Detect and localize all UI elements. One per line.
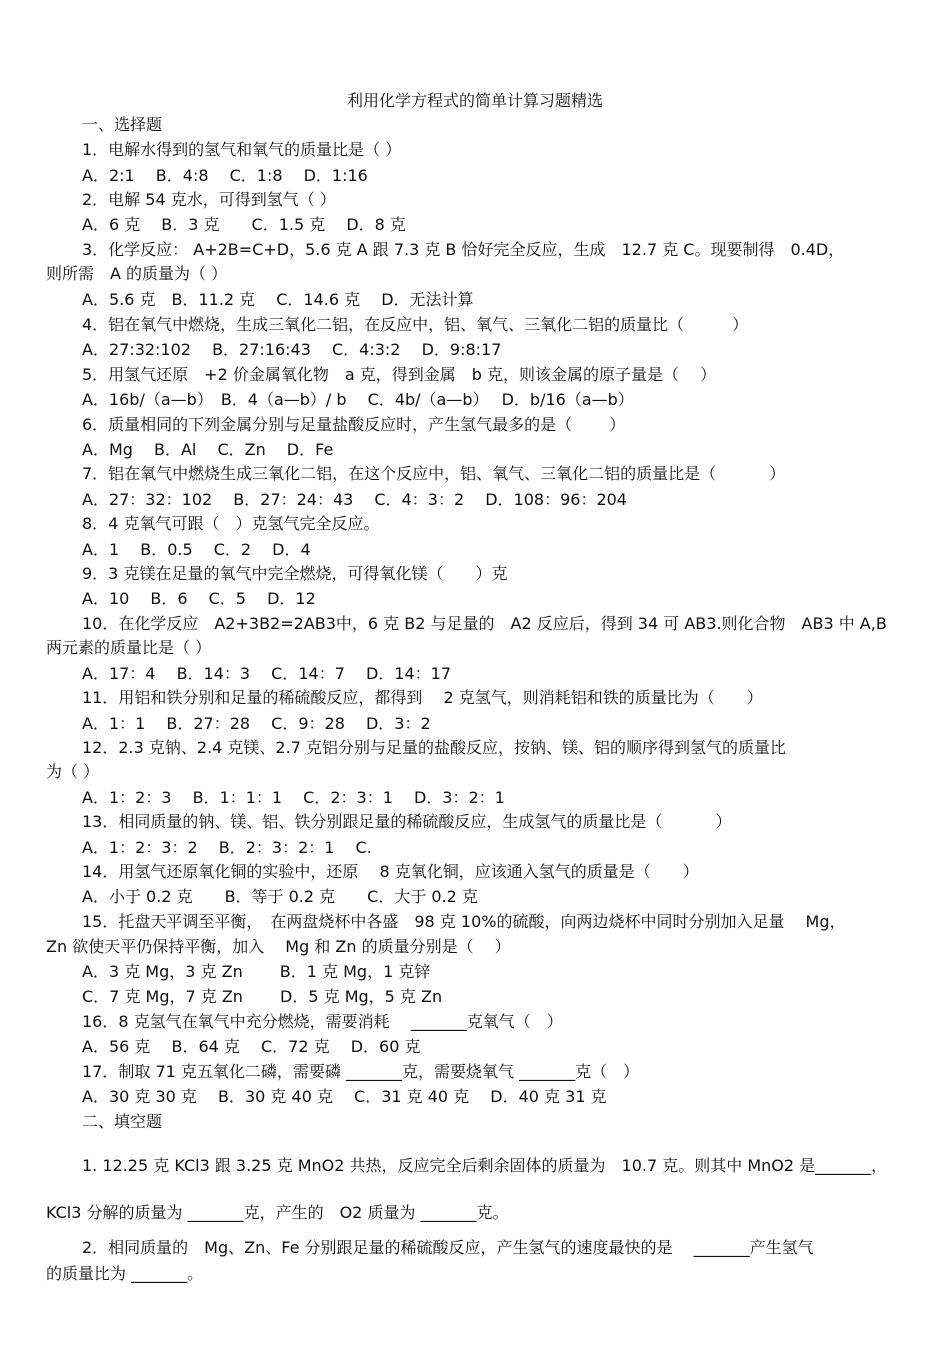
question-line: 9．3 克镁在足量的氧气中完全燃烧，可得氧化镁（ ）克 bbox=[82, 564, 508, 583]
options-line: C．7 克 Mg，7 克 Zn D．5 克 Mg，5 克 Zn bbox=[82, 987, 443, 1006]
question-line: 7．铝在氧气中燃烧生成三氧化二铝，在这个反应中，铝、氧气、三氧化二铝的质量比是（ ） bbox=[82, 464, 786, 483]
options-line: A．3 克 Mg，3 克 Zn B．1 克 Mg，1 克锌 bbox=[82, 962, 431, 981]
section-heading-choice: 一、选择题 bbox=[82, 115, 163, 134]
fill-question-continuation-line: KCl3 分解的质量为 _______克，产生的 O2 质量为 _______克。 bbox=[46, 1203, 509, 1222]
question-continuation-line: 则所需 A 的质量为（ ） bbox=[46, 264, 228, 283]
options-line: A．10 B．6 C．5 D．12 bbox=[82, 589, 316, 608]
question-line: 4．铝在氧气中燃烧，生成三氧化二铝，在反应中，铝、氧气、三氧化二铝的质量比（ ） bbox=[82, 315, 749, 334]
options-line: A．27:32:102 B．27:16:43 C．4:3:2 D．9:8:17 bbox=[82, 340, 502, 359]
fill-question-continuation-line: 的质量比为 _______。 bbox=[46, 1264, 204, 1283]
question-line: 12．2.3 克钠、2.4 克镁、2.7 克铝分别与足量的盐酸反应，按钠、镁、铝的顺序得到氢气的质量比 bbox=[82, 738, 786, 757]
question-line: 11．用铝和铁分别和足量的稀硫酸反应，都得到 2 克氢气，则消耗铝和铁的质量比为（ ） bbox=[82, 688, 763, 707]
options-line: A．30 克 30 克 B．30 克 40 克 C．31 克 40 克 D．40 克 31 克 bbox=[82, 1087, 607, 1106]
question-line: 15．托盘天平调至平衡， 在两盘烧杯中各盛 98 克 10%的硫酸，向两边烧杯中同时分别加入足量 Mg， bbox=[82, 912, 846, 931]
document-title: 利用化学方程式的简单计算习题精选 bbox=[346, 91, 603, 110]
options-line: A．小于 0.2 克 B．等于 0.2 克 C．大于 0.2 克 bbox=[82, 887, 478, 906]
section-heading-fill: 二、填空题 bbox=[82, 1112, 163, 1131]
question-line: 14．用氢气还原氧化铜的实验中，还原 8 克氧化铜，应该通入氢气的质量是（ ） bbox=[82, 862, 699, 881]
question-line: 2．电解 54 克水，可得到氢气（ ） bbox=[82, 190, 336, 209]
question-line: 13．相同质量的钠、镁、铝、铁分别跟足量的稀硫酸反应，生成氢气的质量比是（ ） bbox=[82, 812, 732, 831]
options-line: A．1：2：3 B．1：1：1 C．2：3：1 D．3：2：1 bbox=[82, 788, 505, 807]
options-line: A．17：4 B．14：3 C．14：7 D．14：17 bbox=[82, 664, 452, 683]
question-line: 3．化学反应： A+2B=C+D，5.6 克 A 跟 7.3 克 B 恰好完全反应，生成 12.7 克 C。现要制得 0.4D， bbox=[82, 240, 845, 259]
options-line: A．2:1 B．4:8 C．1:8 D．1:16 bbox=[82, 166, 368, 185]
question-line: 10．在化学反应 A2+3B2=2AB3中，6 克 B2 与足量的 A2 反应后，得到 34 可 AB3.则化合物 AB3 中 A,B bbox=[82, 614, 887, 633]
options-line: A．Mg B．Al C．Zn D．Fe bbox=[82, 440, 334, 459]
question-continuation-line: 为（ ） bbox=[46, 762, 100, 781]
options-line: A．27：32：102 B．27：24：43 C．4：3：2 D．108：96：204 bbox=[82, 490, 627, 509]
question-line: 17．制取 71 克五氧化二磷，需要磷 _______克，需要烧氧气 _______克（ ） bbox=[82, 1062, 640, 1081]
question-line: 6．质量相同的下列金属分别与足量盐酸反应时，产生氢气最多的是（ ） bbox=[82, 415, 626, 434]
options-line: A．1 B．0.5 C．2 D．4 bbox=[82, 540, 311, 559]
fill-question-line: 1. 12.25 克 KCl3 跟 3.25 克 MnO2 共热，反应完全后剩余固体的质量为 10.7 克。则其中 MnO2 是_______， bbox=[82, 1156, 888, 1175]
question-line: 5．用氢气还原 +2 价金属氧化物 a 克，得到金属 b 克，则该金属的原子量是（ ） bbox=[82, 365, 717, 384]
question-continuation-line: 两元素的质量比是（ ） bbox=[46, 638, 212, 657]
question-line: 8．4 克氧气可跟（ ）克氢气完全反应。 bbox=[82, 514, 380, 533]
question-line: 16．8 克氢气在氧气中充分燃烧，需要消耗 _______克氧气（ ） bbox=[82, 1012, 563, 1031]
options-line: A．6 克 B．3 克 C．1.5 克 D．8 克 bbox=[82, 215, 406, 234]
question-line: 1．电解水得到的氢气和氧气的质量比是（ ） bbox=[82, 140, 402, 159]
options-line: A．1：2：3：2 B．2：3：2：1 C. bbox=[82, 838, 372, 857]
options-line: A．56 克 B．64 克 C．72 克 D．60 克 bbox=[82, 1037, 421, 1056]
options-line: A．5.6 克 B．11.2 克 C．14.6 克 D．无法计算 bbox=[82, 290, 474, 309]
fill-question-line: 2．相同质量的 Mg、Zn、Fe 分别跟足量的稀硫酸反应，产生氢气的速度最快的是 _______产生氢气 bbox=[82, 1238, 814, 1257]
options-line: A．16b/（a—b） B．4（a—b）/ b C．4b/（a—b） D．b/16（a—b） bbox=[82, 390, 634, 409]
question-continuation-line: Zn 欲使天平仍保持平衡，加入 Mg 和 Zn 的质量分别是（ ） bbox=[46, 937, 511, 956]
options-line: A．1：1 B．27：28 C．9：28 D．3：2 bbox=[82, 714, 431, 733]
